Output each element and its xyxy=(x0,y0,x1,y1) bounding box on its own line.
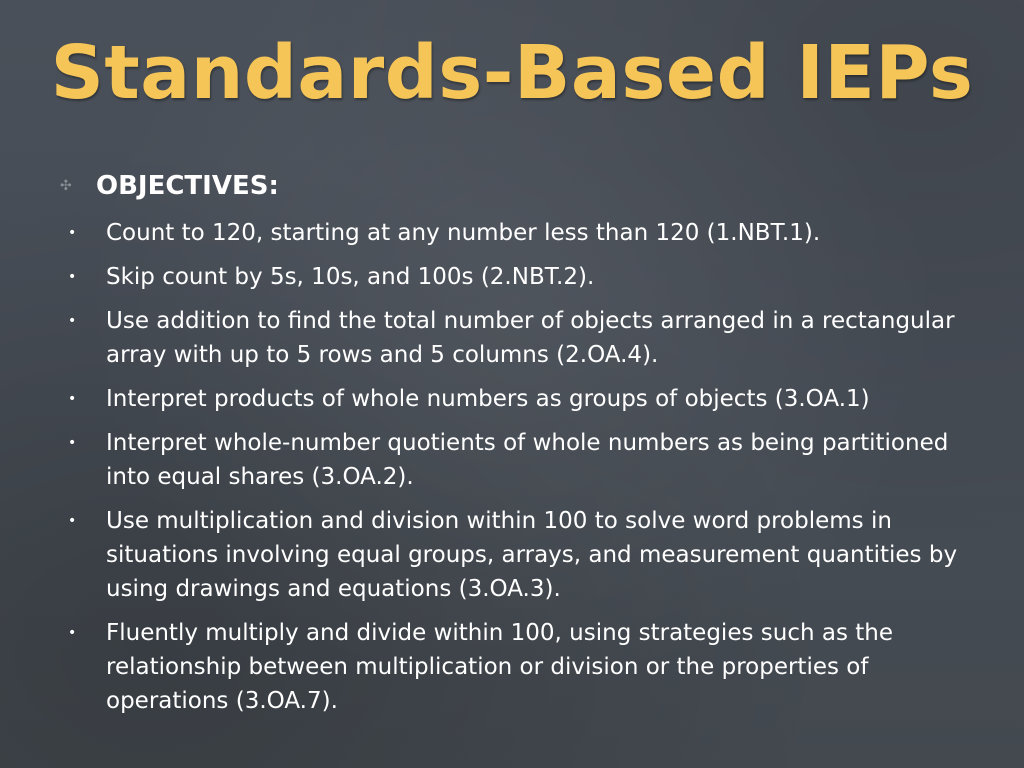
bullet-icon: • xyxy=(68,313,77,329)
objective-item xyxy=(66,504,986,606)
objective-text: Count to 120, starting at any number less than 120 (1.NBT.1). xyxy=(106,220,821,246)
objective-item xyxy=(66,216,986,250)
objective-text: Interpret products of whole numbers as groups of objects (3.OA.1) xyxy=(106,386,870,412)
objectives-list xyxy=(66,216,986,728)
bullet-icon: • xyxy=(68,625,77,641)
bullet-icon: • xyxy=(68,225,77,241)
objective-item xyxy=(66,426,986,494)
objective-text: Interpret whole-number quotients of whole numbers as being partitioned into equal shares (3.OA.2). xyxy=(106,430,949,490)
objective-text: Use addition to find the total number of objects arranged in a rectangular array with up to 5 rows and 5 columns (2.OA.4). xyxy=(106,308,955,368)
objective-text: Use multiplication and division within 100 to solve word problems in situations involving equal groups, arrays, and measurement quantities by using drawings and equations (3.OA.3). xyxy=(106,508,958,602)
bullet-icon: • xyxy=(68,435,77,451)
bullet-icon: • xyxy=(68,391,77,407)
objective-item xyxy=(66,304,986,372)
bullet-icon: • xyxy=(68,269,77,285)
objective-item xyxy=(66,382,986,416)
objective-text: Skip count by 5s, 10s, and 100s (2.NBT.2). xyxy=(106,264,595,290)
objective-item xyxy=(66,260,986,294)
bullet-icon: • xyxy=(68,513,77,529)
objectives-heading: OBJECTIVES: xyxy=(96,171,279,201)
objective-text: Fluently multiply and divide within 100, using strategies such as the relationship between multiplication or division or the properties of operations (3.OA.7). xyxy=(106,620,893,714)
objective-item xyxy=(66,616,986,718)
heading-bullet-icon: ✣ xyxy=(60,178,72,194)
slide-title: Standards-Based IEPs xyxy=(50,30,974,116)
